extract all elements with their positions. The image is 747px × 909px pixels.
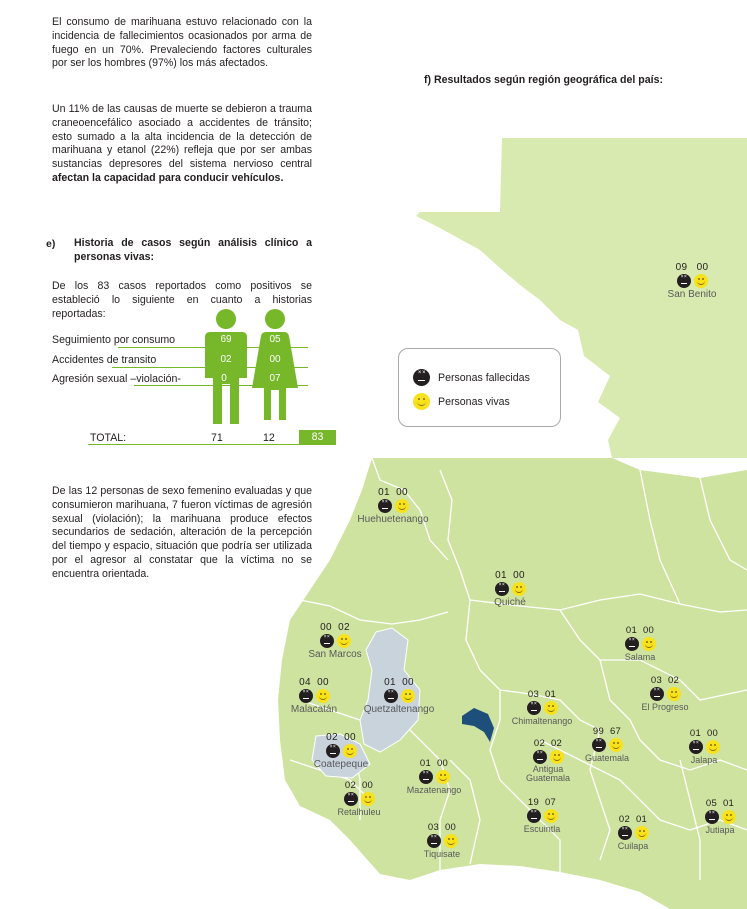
dept-nums: 03 02	[650, 675, 680, 686]
dead-face-icon	[527, 809, 541, 823]
smiley-face-icon	[667, 687, 681, 701]
smiley-face-icon	[609, 738, 623, 752]
dept-name: Quetzaltenango	[363, 704, 435, 715]
female-agresion-value: 07	[269, 373, 281, 384]
smiley-face-icon	[444, 834, 458, 848]
dept-nums: 01 00	[384, 677, 414, 688]
smiley-face-icon	[694, 274, 708, 288]
dept-antigua-guatemala	[510, 738, 586, 783]
dept-name: Chimaltenango	[511, 716, 573, 726]
dept-name: Jutiapa	[705, 825, 735, 835]
dept-coatepeque	[305, 732, 377, 770]
dept-nums: 02 00	[344, 780, 374, 791]
dead-face-icon	[705, 810, 719, 824]
dept-el-progreso	[630, 675, 700, 712]
dead-face-icon	[618, 826, 632, 840]
dead-face-icon	[495, 582, 509, 596]
dept-name: Huehuetenango	[357, 514, 429, 525]
dept-nums: 19 07	[527, 797, 557, 808]
dept-nums: 00 02	[320, 622, 350, 633]
dept-guatemala	[576, 726, 638, 763]
female-seguimiento-value: 05	[269, 334, 281, 345]
dept-huehuetenango	[348, 487, 438, 525]
male-agresion-value: 0	[221, 373, 227, 384]
paragraph-trauma-transito-bold: afectan la capacidad para conducir vehículos.	[52, 171, 284, 184]
dept-nums: 04 00	[299, 677, 329, 688]
dept-name: Jalapa	[690, 755, 718, 765]
male-accidentes-value: 02	[220, 354, 232, 365]
dept-nums: 01 00	[625, 625, 655, 636]
dept-san-benito	[662, 262, 722, 300]
smiley-face-icon	[642, 637, 656, 651]
section-e-letter: e)	[46, 238, 56, 250]
dept-name: Quiché	[494, 597, 526, 608]
smiley-face-icon	[544, 809, 558, 823]
dead-face-icon	[625, 637, 639, 651]
male-figure-icon	[203, 308, 249, 424]
dead-face-icon	[299, 689, 313, 703]
dept-name: Escuintla	[523, 824, 561, 834]
row-label-agresion: Agresión sexual –violación-	[52, 373, 181, 385]
paragraph-casos-reportados: De los 83 casos reportados como positivos se estableció lo siguiente en cuanto a historias reportadas:	[52, 280, 312, 320]
dead-face-icon	[689, 740, 703, 754]
dept-chimaltenango	[504, 689, 580, 726]
smiley-face-icon	[401, 689, 415, 703]
dept-name: Guatemala	[584, 753, 630, 763]
dept-quiche	[480, 570, 540, 608]
dept-nums: 09 00	[675, 262, 709, 273]
dept-name: Malacatán	[290, 704, 338, 715]
total-male: 71	[211, 432, 223, 444]
female-accidentes-value: 00	[269, 354, 281, 365]
dept-name: Tiquisate	[423, 849, 461, 859]
section-e-title: Historia de casos según análisis clínico a personas vivas:	[74, 237, 312, 263]
dept-mazatenango	[396, 758, 472, 795]
dead-face-icon	[344, 792, 358, 806]
paragraph-trauma-transito-text: Un 11% de las causas de muerte se debieron a trauma craneoencefálico asociado a accidentes de tránsito; esto sumado a la alta incidencia de la detección de marihuana y etanol (22%) refleja que por ser ambas sustancias depresores del sistema nervioso central	[52, 103, 312, 171]
dead-face-icon	[378, 499, 392, 513]
dead-face-icon	[326, 744, 340, 758]
total-all: 83	[299, 430, 336, 445]
dept-nums: 01 00	[378, 487, 408, 498]
dept-nums: 03 00	[427, 822, 457, 833]
dept-nums: 01 00	[419, 758, 449, 769]
row-label-accidentes: Accidentes de transito	[52, 354, 157, 366]
paragraph-marihuana-arma-fuego: El consumo de marihuana estuvo relacionado con la incidencia de fallecimientos ocasionados por arma de fuego en un 70%. Prevaleciendo factores culturales por ser los hombres (97%) los más afectados.	[52, 16, 312, 70]
dept-nums: 02 00	[326, 732, 356, 743]
smiley-face-icon	[722, 810, 736, 824]
map-legend	[398, 348, 561, 427]
dept-malacatan	[284, 677, 344, 715]
dept-name: Mazatenango	[406, 785, 462, 795]
legend-dead-label: Personas fallecidas	[438, 371, 530, 384]
dept-name: Coatepeque	[313, 759, 369, 770]
smiley-face-icon	[635, 826, 649, 840]
dept-nums: 02 01	[618, 814, 648, 825]
smiley-face-icon	[395, 499, 409, 513]
dead-face-icon	[533, 750, 547, 764]
dept-cuilapa	[604, 814, 662, 851]
dept-nums: 05 01	[705, 798, 735, 809]
dept-name: Retalhuleu	[337, 807, 381, 817]
dept-nums: 03 01	[527, 689, 557, 700]
total-label: TOTAL:	[90, 432, 127, 444]
section-f-title: f) Resultados según región geográfica del país:	[424, 74, 663, 86]
smiley-face-icon	[361, 792, 375, 806]
dept-name: El Progreso	[641, 702, 689, 712]
dept-name: Salama	[624, 652, 656, 662]
dead-face-icon	[413, 369, 430, 386]
dept-name: San Benito	[667, 289, 717, 300]
dept-quetzaltenango	[354, 677, 444, 715]
smiley-face-icon	[316, 689, 330, 703]
dept-salama	[610, 625, 670, 662]
smiley-face-icon	[550, 750, 564, 764]
dept-name: San Marcos	[308, 649, 362, 660]
smiley-face-icon	[413, 393, 430, 410]
total-female: 12	[263, 432, 275, 444]
legend-item-dead	[413, 369, 530, 386]
dead-face-icon	[320, 634, 334, 648]
paragraph-trauma-transito	[52, 103, 312, 186]
smiley-face-icon	[436, 770, 450, 784]
dept-escuintla	[512, 797, 572, 834]
dead-face-icon	[650, 687, 664, 701]
dead-face-icon	[427, 834, 441, 848]
smiley-face-icon	[512, 582, 526, 596]
dept-nums: 99 67	[592, 726, 622, 737]
smiley-face-icon	[706, 740, 720, 754]
dept-nums: 01 00	[495, 570, 525, 581]
dept-jalapa	[678, 728, 730, 765]
dead-face-icon	[677, 274, 691, 288]
dead-face-icon	[384, 689, 398, 703]
smiley-face-icon	[544, 701, 558, 715]
dept-nums: 01 00	[689, 728, 719, 739]
dept-tiquisate	[412, 822, 472, 859]
dead-face-icon	[527, 701, 541, 715]
dept-san-marcos	[300, 622, 370, 660]
dept-name: Cuilapa	[617, 841, 649, 851]
smiley-face-icon	[343, 744, 357, 758]
male-seguimiento-value: 69	[220, 334, 232, 345]
total-line	[88, 444, 336, 445]
smiley-face-icon	[337, 634, 351, 648]
dept-jutiapa	[694, 798, 746, 835]
paragraph-personas-femenino: De las 12 personas de sexo femenino evaluadas y que consumieron marihuana, 7 fueron víctimas de agresión sexual (violación); la marihuana produce efectos secundarios de sedación, alteración de la percepción del tiempo y espacio, situación que podría ser utilizada por el agresor al constatar que la víctima no se encuentra orientada.	[52, 485, 312, 580]
legend-item-alive	[413, 393, 510, 410]
dept-name: Antigua Guatemala	[525, 764, 571, 783]
legend-alive-label: Personas vivas	[438, 395, 510, 408]
dead-face-icon	[592, 738, 606, 752]
dept-retalhuleu	[328, 780, 390, 817]
dept-nums: 02 02	[533, 738, 563, 749]
dead-face-icon	[419, 770, 433, 784]
row-label-seguimiento: Seguimiento por consumo	[52, 334, 176, 346]
